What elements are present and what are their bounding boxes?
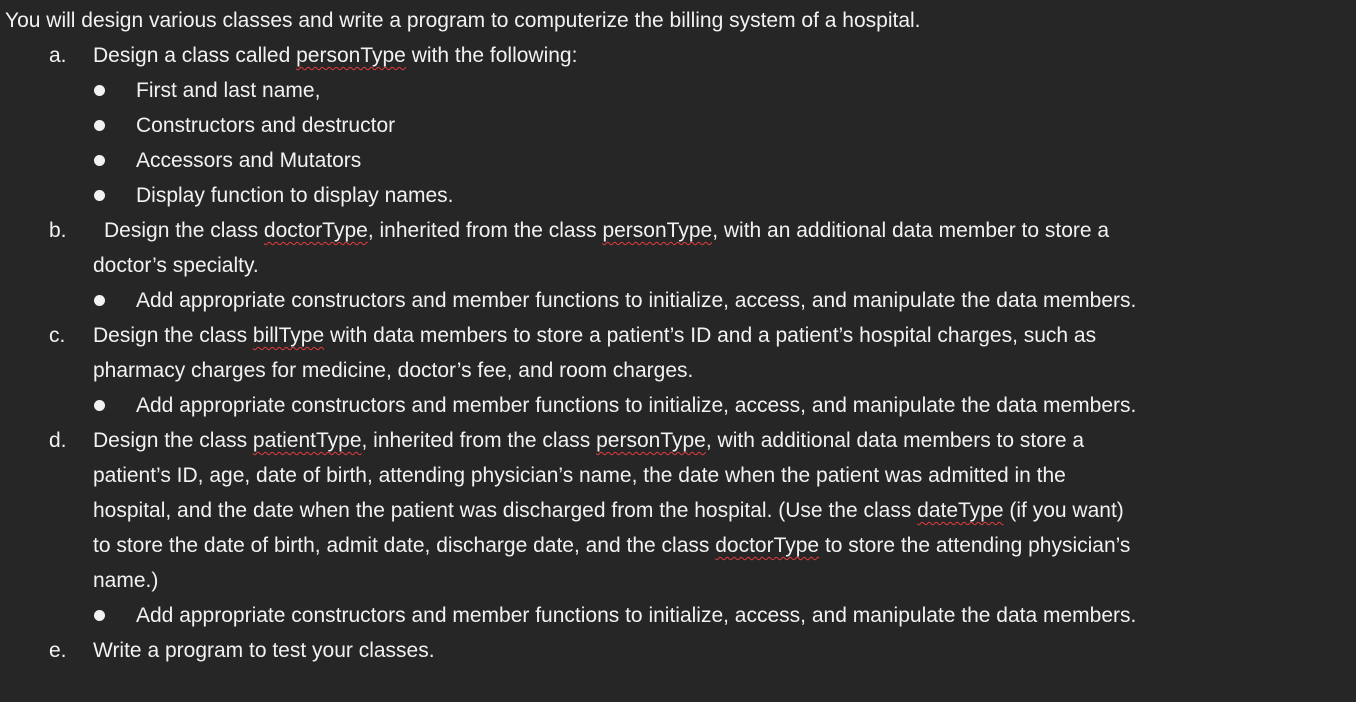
class-name-persontype: personType: [296, 44, 406, 67]
intro-text: You will design various classes and write a program to computerize the billing system of a hospital.: [5, 9, 921, 32]
bullet-text: Display function to display names.: [136, 184, 454, 207]
list-item-d: [0, 423, 1356, 458]
list-item-continuation: [0, 493, 1356, 528]
list-marker: e.: [49, 639, 67, 662]
bullet-item: [0, 73, 1356, 108]
list-item-continuation: [0, 528, 1356, 563]
list-item-text: Design the class patientType, inherited from the class personType, with additional data members to store a: [93, 429, 1085, 452]
class-name-datetype: dateType: [917, 499, 1004, 522]
class-name-patienttype: patientType: [252, 429, 362, 452]
bullet-icon: [94, 400, 105, 411]
list-item-continuation: [0, 353, 1356, 388]
list-item-b: [0, 213, 1356, 248]
list-item-continuation: [0, 563, 1356, 598]
bullet-icon: [94, 155, 105, 166]
class-name-persontype: personType: [596, 429, 706, 452]
list-marker: c.: [49, 324, 66, 347]
bullet-item: [0, 178, 1356, 213]
list-item-a: [0, 38, 1356, 73]
continuation-text: pharmacy charges for medicine, doctor’s fee, and room charges.: [93, 359, 694, 382]
list-item-text: Design the class billType with data members to store a patient’s ID and a patient’s hospital charges, such as: [93, 324, 1097, 347]
bullet-text: Accessors and Mutators: [136, 149, 362, 172]
bullet-item: [0, 598, 1356, 633]
bullet-icon: [94, 120, 105, 131]
bullet-text: Constructors and destructor: [136, 114, 396, 137]
list-marker: b.: [49, 219, 67, 242]
list-item-continuation: [0, 458, 1356, 493]
bullet-item: [0, 283, 1356, 318]
class-name-billtype: billType: [252, 324, 325, 347]
list-marker: a.: [49, 44, 67, 67]
class-name-doctortype: doctorType: [715, 534, 820, 557]
bullet-item: [0, 108, 1356, 143]
continuation-text: doctor’s specialty.: [93, 254, 259, 277]
bullet-item: [0, 388, 1356, 423]
bullet-text: Add appropriate constructors and member functions to initialize, access, and manipulate the data members.: [136, 394, 1137, 417]
list-item-text: Design the class doctorType, inherited from the class personType, with an additional data member to store a: [104, 219, 1110, 242]
continuation-text: name.): [93, 569, 159, 592]
bullet-icon: [94, 85, 105, 96]
intro-paragraph: [0, 3, 1356, 38]
list-item-text: Write a program to test your classes.: [93, 639, 435, 662]
bullet-item: [0, 143, 1356, 178]
list-item-e: [0, 633, 1356, 668]
bullet-text: Add appropriate constructors and member functions to initialize, access, and manipulate the data members.: [136, 289, 1137, 312]
list-item-c: [0, 318, 1356, 353]
bullet-text: First and last name,: [136, 79, 321, 102]
continuation-text: hospital, and the date when the patient was discharged from the hospital. (Use the class dateType (if you want): [93, 499, 1124, 522]
list-item-text: Design a class called personType with the following:: [93, 44, 578, 67]
continuation-text: to store the date of birth, admit date, discharge date, and the class doctorType to store the attending physician’s: [93, 534, 1131, 557]
continuation-text: patient’s ID, age, date of birth, attending physician’s name, the date when the patient was admitted in the: [93, 464, 1066, 487]
list-item-continuation: [0, 248, 1356, 283]
class-name-persontype: personType: [602, 219, 713, 242]
bullet-text: Add appropriate constructors and member functions to initialize, access, and manipulate the data members.: [136, 604, 1137, 627]
bullet-icon: [94, 190, 105, 201]
bullet-icon: [94, 610, 105, 621]
bullet-icon: [94, 295, 105, 306]
list-marker: d.: [49, 429, 67, 452]
class-name-doctortype: doctorType: [263, 219, 368, 242]
